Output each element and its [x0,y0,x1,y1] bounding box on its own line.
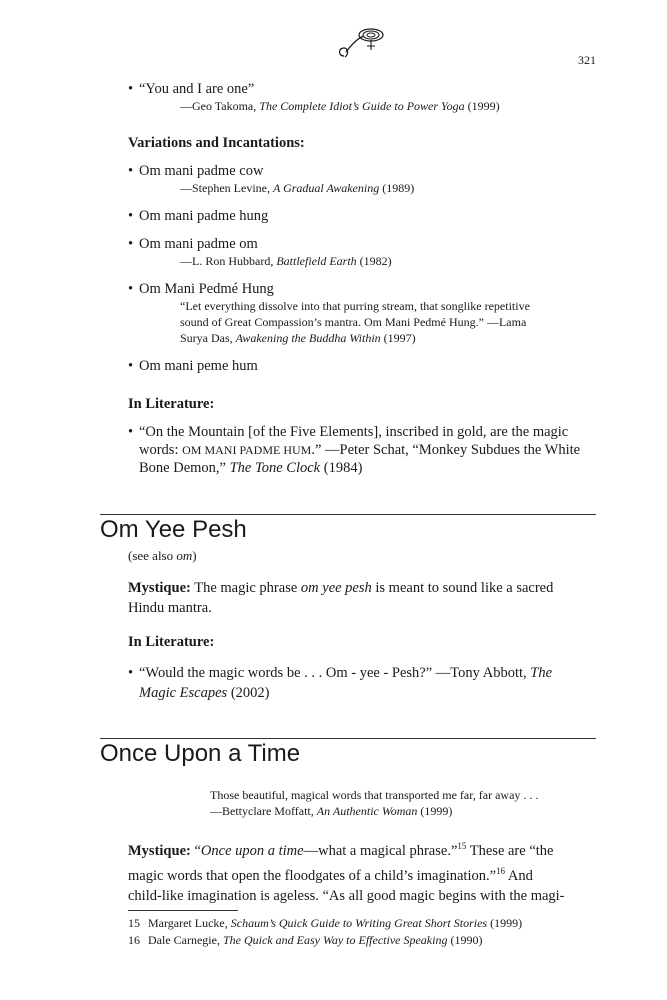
quote-line: Surya Das, Awakening the Buddha Within (1997) [180,331,416,345]
attribution: —Stephen Levine, A Gradual Awakening (1989) [180,181,415,195]
entry-title: Om Yee Pesh [100,516,247,543]
list-item: • Om mani padme cow [128,163,264,179]
entry-title: Once Upon a Time [100,740,301,767]
attribution: —L. Ron Hubbard, Battlefield Earth (1982) [180,254,392,268]
section-heading: In Literature: [128,396,215,412]
mystique-paragraph: Mystique: “Once upon a time—what a magical phrase.”$^{15}$ These are “the magic words that open the floodgates of a child’s imagination.”$^{16}$ And child-like imagination is ageless. “As all good magic begins with the magi- [128,841,565,904]
list-item: • “Would the magic words be . . . Om - yee - Pesh?” —Tony Abbott, The [128,665,553,681]
epigraph-line: Those beautiful, magical words that transported me far, far away . . . [210,788,539,802]
list-item-continuation: Magic Escapes (2002) [139,685,270,701]
see-also: (see also om) [128,548,197,563]
footnote: 15 Margaret Lucke, Schaum’s Quick Guide to Writing Great Short Stories (1999) [128,916,523,930]
spiral-ornament-icon [334,26,390,62]
attribution: —Geo Takoma, The Complete Idiot’s Guide to Power Yoga (1999) [180,99,500,113]
epigraph-attribution: —Bettyclare Moffatt, An Authentic Woman (1999) [210,804,453,818]
list-item: • “You and I are one” [128,81,255,97]
page-number: 321 [578,53,596,67]
footnote-divider [128,910,238,911]
list-item: • Om mani padme hung [128,208,269,224]
entry-divider [100,514,596,515]
list-item: • “On the Mountain [of the Five Elements], inscribed in gold, are the magic [128,424,569,440]
mystique-paragraph: Mystique: The magic phrase om yee pesh is meant to sound like a sacred Hindu mantra. [128,580,554,616]
list-item: • Om mani peme hum [128,358,258,374]
quote-line: sound of Great Compassion’s mantra. Om Mani Pedmé Hung.” —Lama [180,315,527,329]
list-item: • Om Mani Pedmé Hung [128,281,274,297]
list-item-continuation: words: OM MANI PADME HUM.” —Peter Schat, “Monkey Subdues the White [139,442,581,458]
section-heading: In Literature: [128,634,215,650]
list-item-continuation: Bone Demon,” The Tone Clock (1984) [139,460,363,476]
section-heading: Variations and Incantations: [128,135,305,151]
quote-line: “Let everything dissolve into that purring stream, that songlike repetitive [180,299,530,313]
list-item: • Om mani padme om [128,236,258,252]
footnote: 16 Dale Carnegie, The Quick and Easy Way to Effective Speaking (1990) [128,933,483,947]
entry-divider [100,738,596,739]
